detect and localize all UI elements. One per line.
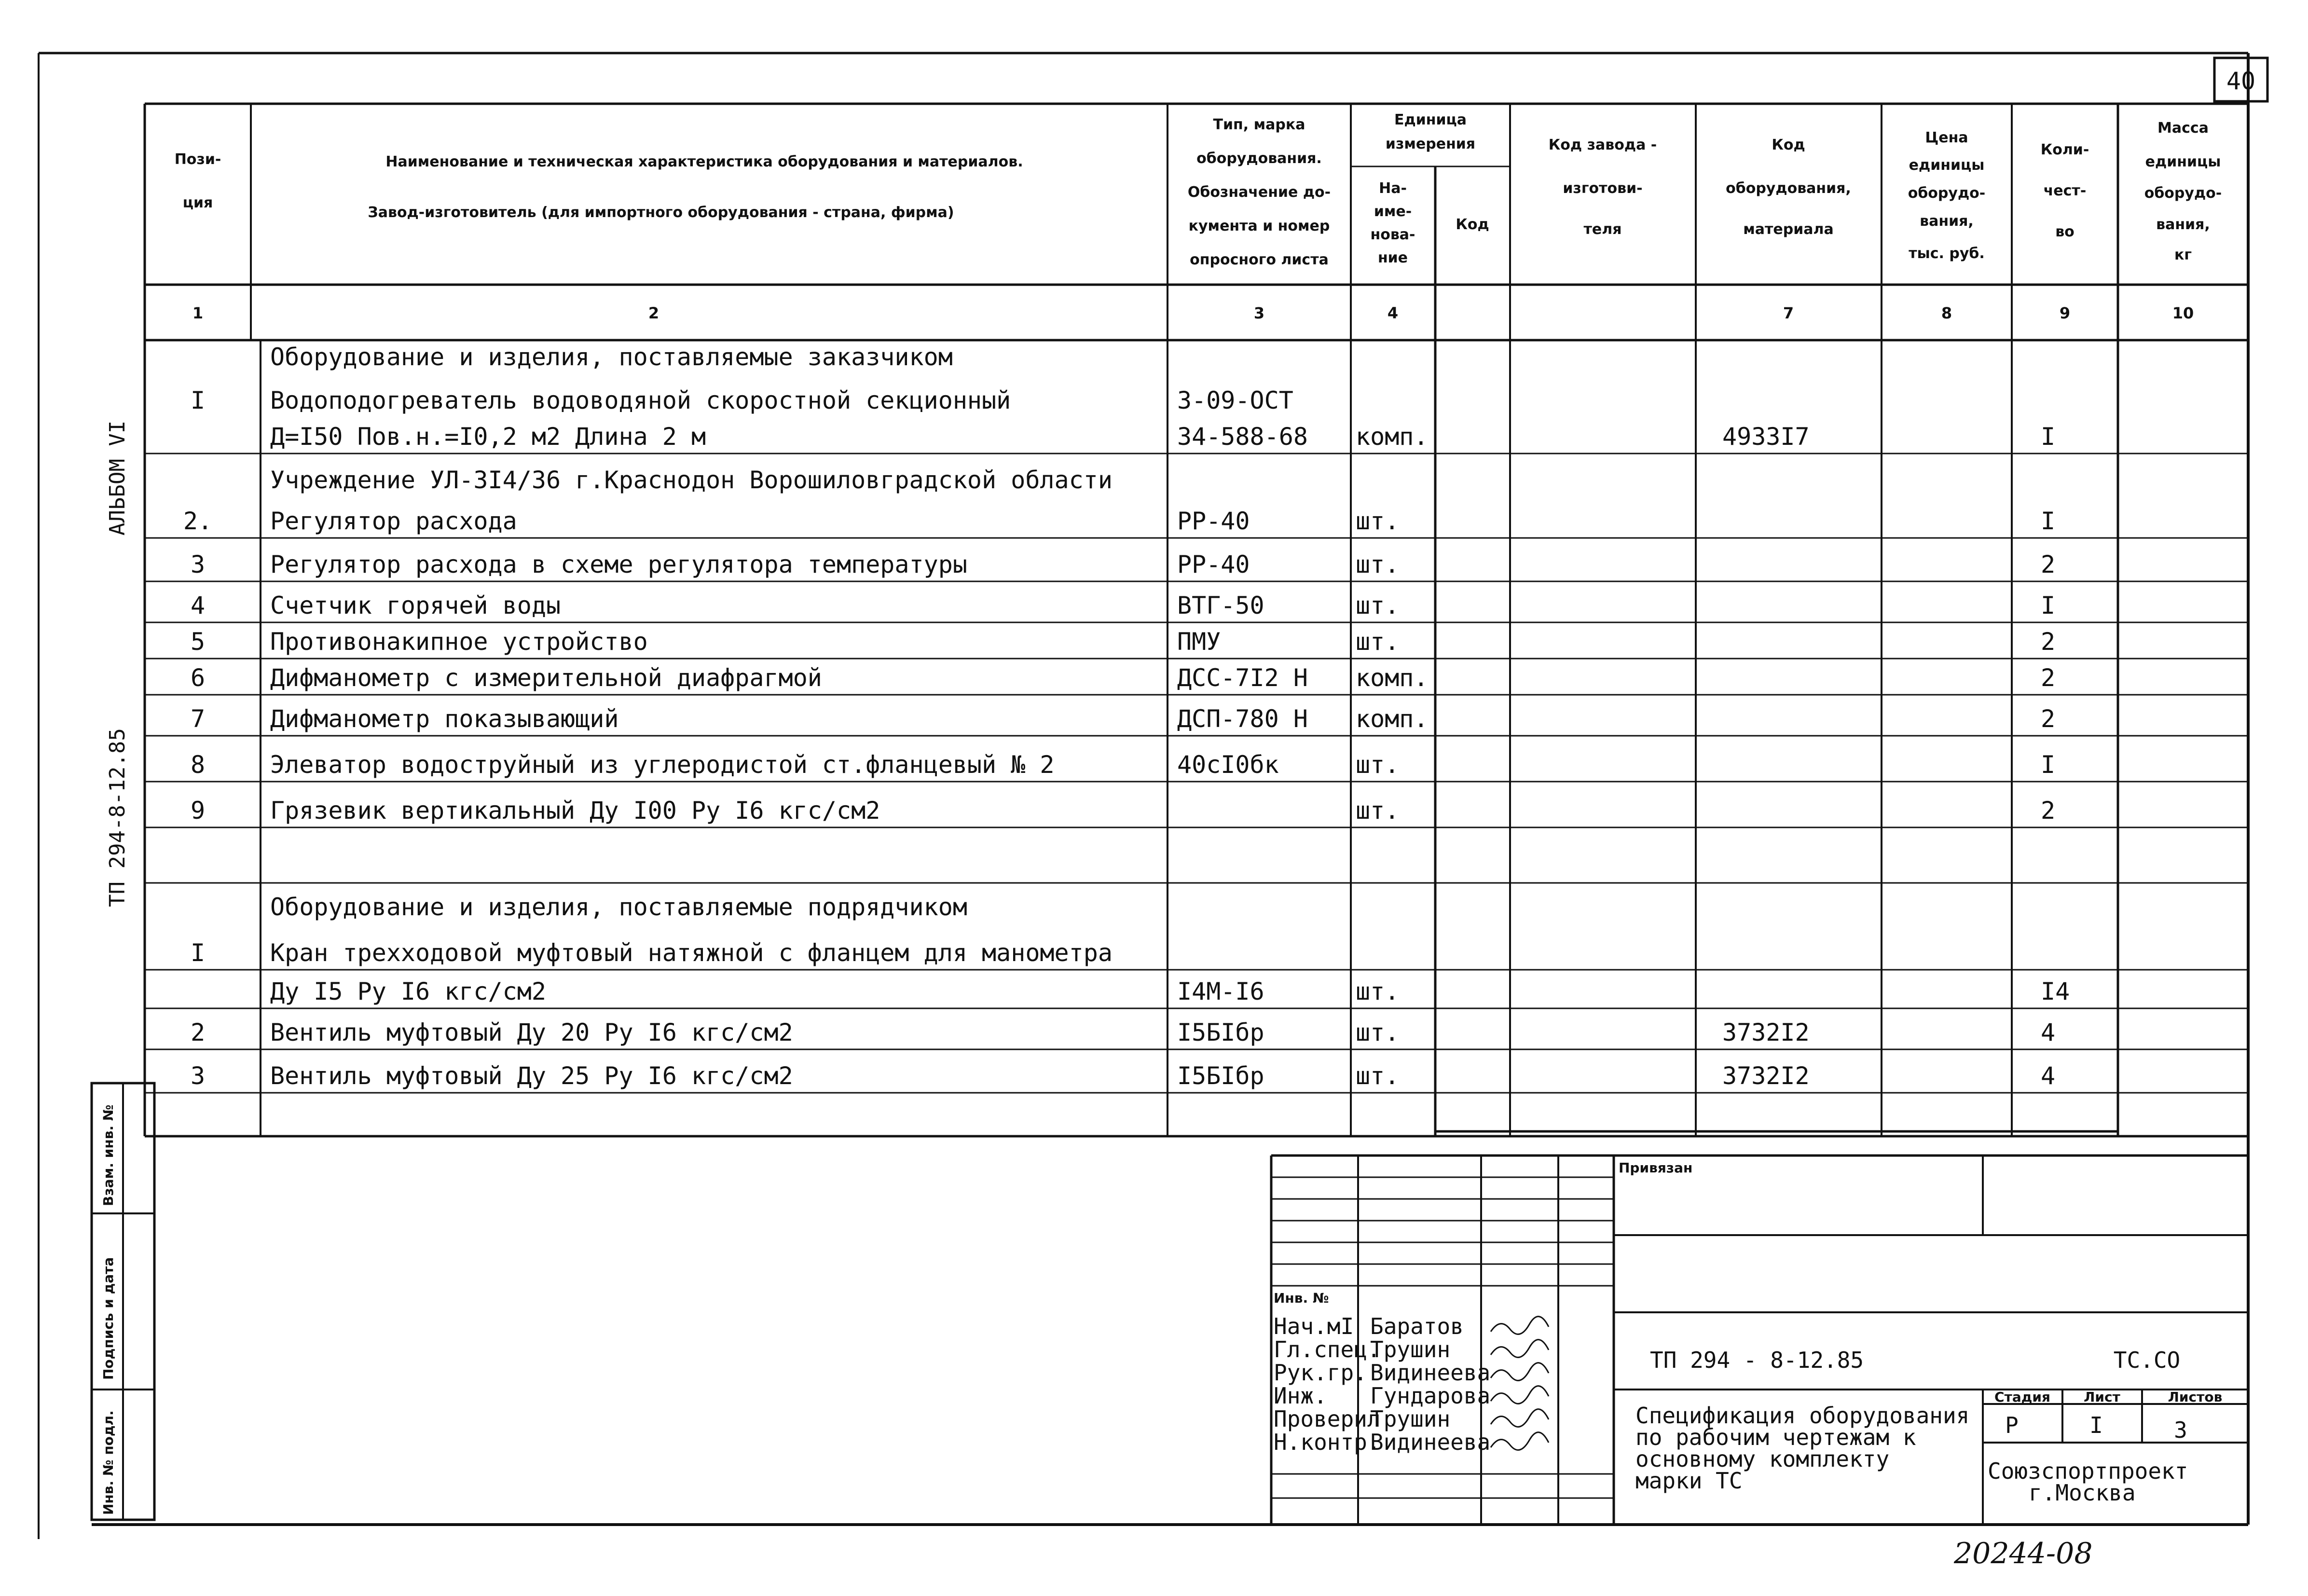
hdr-unit-name-3: нова- <box>1370 226 1415 243</box>
row-type: ВТГ-50 <box>1177 592 1264 619</box>
row-type: ДСС-7I2 Н <box>1177 664 1308 692</box>
hdr-type-4: кумента и номер <box>1188 218 1330 234</box>
page-number: 40 <box>2226 67 2256 95</box>
table-row <box>191 664 2055 692</box>
row-pos: 3 <box>190 1062 206 1090</box>
row-name: Водоподогреватель водоводяной скоростной секционный <box>270 386 1011 414</box>
signer-role: Нач.мI <box>1274 1313 1354 1339</box>
colnum-7: 7 <box>1783 304 1794 322</box>
table-row <box>270 466 1113 494</box>
row-pos: 7 <box>190 705 206 733</box>
row-unit: комп. <box>1356 705 1429 733</box>
row-qty: I <box>2041 592 2056 619</box>
hdr-mass-4: вания, <box>2156 216 2210 233</box>
hdr-mass-5: кг <box>2174 247 2192 263</box>
hdr-plant-2: изготови- <box>1563 180 1643 197</box>
table-row <box>270 977 2070 1005</box>
signer-name: Трушин <box>1370 1406 1451 1432</box>
colnum-10: 10 <box>2172 304 2194 322</box>
hdr-type-3: Обозначение до- <box>1187 184 1331 201</box>
hdr-mass-1: Масса <box>2157 120 2209 137</box>
row-unit: шт. <box>1356 628 1400 656</box>
table-row <box>191 797 2055 825</box>
row-qty: 2 <box>2041 705 2056 733</box>
hdr-qty-1: Коли- <box>2040 141 2089 158</box>
row-name: Вентиль муфтовый Ду 20 Ру I6 кгс/см2 <box>270 1018 793 1046</box>
table-row <box>270 893 967 921</box>
row-name: Регулятор расхода в схеме регулятора температуры <box>270 550 967 578</box>
row-type: I4М-I6 <box>1177 977 1264 1005</box>
row-qty: 2 <box>2041 797 2056 825</box>
colnum-9: 9 <box>2059 304 2071 322</box>
signer-role: Инж. <box>1274 1383 1327 1409</box>
hdr-equip-2: оборудования, <box>1726 180 1851 197</box>
signature-mark <box>1491 1363 1549 1381</box>
title-line-4: марки ТС <box>1635 1468 1743 1494</box>
org-line-1: Союзспортпроект <box>1988 1458 2188 1484</box>
signer-name: Трушин <box>1370 1336 1451 1362</box>
colnum-8: 8 <box>1941 304 1952 322</box>
row-qty: 4 <box>2041 1062 2056 1090</box>
table-header <box>175 111 2222 268</box>
row-type: I5БIбр <box>1177 1062 1264 1090</box>
row-qty: I4 <box>2041 977 2070 1005</box>
hdr-qty-3: во <box>2055 223 2074 240</box>
row-name: Дифманометр показывающий <box>270 705 619 733</box>
table-row <box>270 343 953 371</box>
table-row <box>191 751 2055 779</box>
row-name: Кран трехходовой муфтовый натяжной с фланцем для манометра <box>270 939 1113 967</box>
hdr-unit-name-2: име- <box>1374 203 1412 220</box>
row-unit: комп. <box>1356 664 1429 692</box>
hdr-name-1: Наименование и техническая характеристика оборудования и материалов. <box>385 153 1023 170</box>
signer-name: Баратов <box>1370 1313 1464 1339</box>
table-row <box>191 550 2055 578</box>
inv-podl-label: Инв. № подл. <box>100 1410 116 1515</box>
row-name: Регулятор расхода <box>270 507 517 535</box>
row-qty: 2 <box>2041 550 2056 578</box>
row-type: 3-09-ОСТ <box>1177 386 1293 414</box>
row-type: РР-40 <box>1177 550 1250 578</box>
row-name: Ду I5 Ру I6 кгс/см2 <box>270 977 546 1005</box>
row-name: Счетчик горячей воды <box>270 592 561 619</box>
signature-mark <box>1491 1409 1549 1427</box>
row-name: Дифманометр с измерительной диафрагмой <box>270 664 822 692</box>
row-name: Оборудование и изделия, поставляемые подрядчиком <box>270 893 967 921</box>
row-pos: I <box>190 386 206 414</box>
row-pos: 3 <box>190 550 206 578</box>
doc-mark: ТС.СО <box>2113 1347 2181 1373</box>
row-unit: шт. <box>1356 1018 1400 1046</box>
org-line-2: г.Москва <box>2029 1480 2136 1506</box>
hdr-pos-1: Пози- <box>174 151 221 168</box>
colnum-1: 1 <box>192 304 204 322</box>
row-pos: 9 <box>190 797 206 825</box>
signer-name: Видинеева <box>1370 1360 1491 1386</box>
row-qty: 2 <box>2041 664 2056 692</box>
side-project-code: ТП 294-8-12.85 <box>105 728 130 907</box>
row-equip-code: 3732I2 <box>1722 1062 1810 1090</box>
hdr-type-5: опросного листа <box>1190 251 1329 268</box>
row-name: Вентиль муфтовый Ду 25 Ру I6 кгс/см2 <box>270 1062 793 1090</box>
signer-role: Проверил <box>1274 1406 1381 1432</box>
row-pos: 2. <box>183 507 213 535</box>
column-numbers <box>192 304 2194 322</box>
title-line-2: по рабочим чертежам к <box>1635 1424 1916 1450</box>
colnum-4: 4 <box>1387 304 1399 322</box>
row-unit: шт. <box>1356 507 1400 535</box>
row-unit: шт. <box>1356 751 1400 779</box>
row-equip-code: 4933I7 <box>1722 423 1810 451</box>
row-type: I5БIбр <box>1177 1018 1264 1046</box>
hdr-unit-1: Единица <box>1394 111 1467 128</box>
row-name: Элеватор водоструйный из углеродистой ст.фланцевый № 2 <box>270 751 1055 779</box>
sheets-value: 3 <box>2174 1417 2187 1443</box>
stage-label: Стадия <box>1994 1389 2050 1405</box>
archive-number: 20244-08 <box>1954 1537 2093 1570</box>
row-equip-code: 3732I2 <box>1722 1018 1810 1046</box>
hdr-equip-3: материала <box>1743 221 1834 238</box>
table-row <box>191 939 1113 967</box>
row-qty: 4 <box>2041 1018 2056 1046</box>
table-row <box>270 423 2055 451</box>
hdr-name-2: Завод-изготовитель (для импортного оборудования - страна, фирма) <box>368 204 954 221</box>
table-row <box>191 386 1293 414</box>
hdr-price-3: оборудо- <box>1908 185 1986 202</box>
hdr-unit-code: Код <box>1456 216 1489 233</box>
hdr-equip-1: Код <box>1772 137 1805 153</box>
row-unit: шт. <box>1356 1062 1400 1090</box>
signer-role: Гл.спец. <box>1274 1336 1381 1362</box>
hdr-plant-3: теля <box>1583 221 1622 238</box>
hdr-plant-1: Код завода - <box>1548 137 1657 153</box>
doc-code: ТП 294 - 8-12.85 <box>1650 1347 1864 1373</box>
hdr-type-1: Тип, марка <box>1213 116 1305 133</box>
signature-mark <box>1491 1340 1549 1358</box>
hdr-pos-2: ция <box>182 194 213 211</box>
spec-table-body <box>183 343 2070 1090</box>
stage-value: Р <box>2005 1412 2019 1438</box>
table-row <box>191 592 2055 619</box>
title-line-3: основному комплекту <box>1635 1446 1890 1472</box>
sheets-label: Листов <box>2168 1389 2223 1405</box>
colnum-2: 2 <box>648 304 659 322</box>
row-name: Грязевик вертикальный Ду I00 Ру I6 кгс/см2 <box>270 797 880 825</box>
hdr-qty-2: чест- <box>2043 182 2087 199</box>
signer-role: Рук.гр. <box>1274 1360 1367 1386</box>
hdr-type-2: оборудования. <box>1196 150 1322 167</box>
hdr-unit-name-1: На- <box>1379 180 1407 197</box>
row-pos: 4 <box>190 592 206 619</box>
left-stamp <box>92 1083 154 1520</box>
signature-mark <box>1491 1432 1549 1450</box>
hdr-price-5: тыс. руб. <box>1909 245 1985 262</box>
table-row <box>183 507 2055 535</box>
colnum-3: 3 <box>1253 304 1265 322</box>
privyazan-label: Привязан <box>1619 1160 1693 1176</box>
hdr-unit-2: измерения <box>1385 136 1476 152</box>
row-unit: шт. <box>1356 797 1400 825</box>
row-type: ДСП-780 Н <box>1177 705 1308 733</box>
vzam-inv-label: Взам. инв. № <box>100 1104 116 1206</box>
row-type: 34-588-68 <box>1177 423 1308 451</box>
row-unit: шт. <box>1356 592 1400 619</box>
row-unit: шт. <box>1356 550 1400 578</box>
signer-name: Гундарова <box>1370 1383 1491 1409</box>
signer-name: Видинеева <box>1370 1429 1491 1455</box>
row-name: Противонакипное устройство <box>270 628 648 656</box>
table-row <box>191 1018 2055 1046</box>
signature-mark <box>1491 1386 1549 1404</box>
sheet-label: Лист <box>2084 1389 2120 1405</box>
row-name: Учреждение УЛ-3I4/36 г.Краснодон Ворошиловградской области <box>270 466 1113 494</box>
table-row <box>191 628 2055 656</box>
hdr-price-4: вания, <box>1920 213 1974 230</box>
table-row <box>191 1062 2055 1090</box>
inv-no-label: Инв. № <box>1274 1290 1329 1306</box>
page-number-box <box>2214 58 2267 101</box>
sheet-value: I <box>2089 1412 2103 1438</box>
title-line-1: Спецификация оборудования <box>1635 1403 1970 1429</box>
hdr-mass-3: оборудо- <box>2144 185 2222 202</box>
row-unit: шт. <box>1356 977 1400 1005</box>
row-type: РР-40 <box>1177 507 1250 535</box>
row-qty: I <box>2041 423 2056 451</box>
hdr-mass-2: единицы <box>2145 153 2221 170</box>
row-type: ПМУ <box>1177 628 1221 656</box>
hdr-unit-name-4: ние <box>1377 249 1408 266</box>
podpis-data-label: Подпись и дата <box>100 1257 116 1380</box>
row-qty: 2 <box>2041 628 2056 656</box>
row-pos: 2 <box>190 1018 206 1046</box>
hdr-price-2: единицы <box>1909 157 1985 174</box>
table-row <box>191 705 2055 733</box>
signature-mark <box>1491 1317 1549 1335</box>
signers-list <box>1274 1313 1549 1455</box>
signer-role: Н.контр. <box>1274 1429 1381 1455</box>
row-qty: I <box>2041 507 2056 535</box>
album-label: АЛЬБОМ VI <box>105 420 130 536</box>
row-name: Д=I50 Пов.н.=I0,2 м2 Длина 2 м <box>270 423 706 451</box>
row-unit: комп. <box>1356 423 1429 451</box>
row-qty: I <box>2041 751 2056 779</box>
row-name: Оборудование и изделия, поставляемые заказчиком <box>270 343 953 371</box>
row-pos: 8 <box>190 751 206 779</box>
row-pos: I <box>190 939 206 967</box>
row-pos: 6 <box>190 664 206 692</box>
hdr-price-1: Цена <box>1925 129 1968 146</box>
row-type: 40сI0бк <box>1177 751 1279 779</box>
row-pos: 5 <box>190 628 206 656</box>
